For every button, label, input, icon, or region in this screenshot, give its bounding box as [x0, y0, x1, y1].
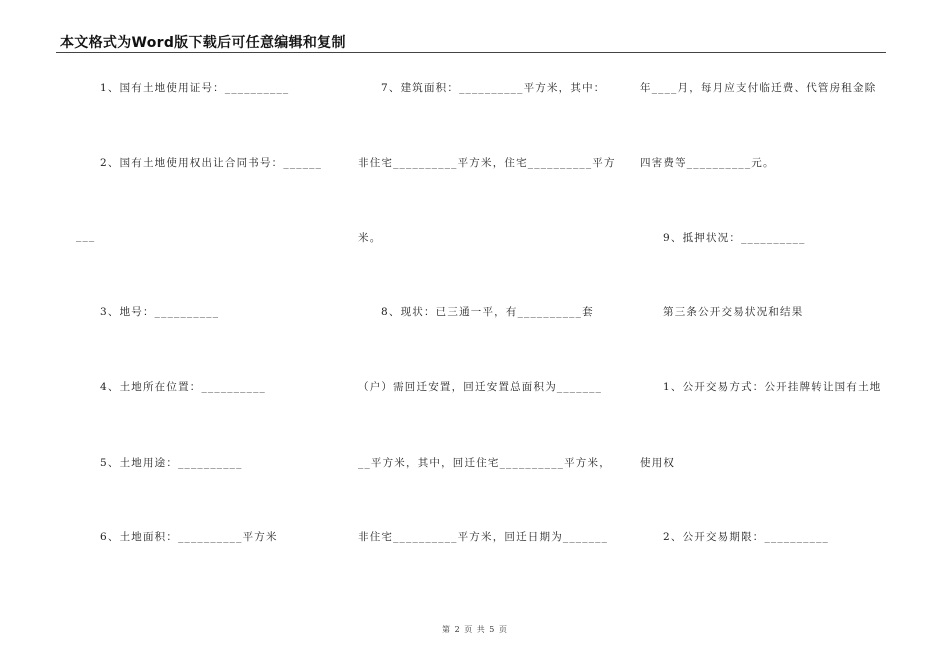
- middle-line-4: 8、现状：已三通一平，有__________套: [381, 306, 594, 318]
- header-divider: [56, 52, 886, 53]
- left-line-1: 1、国有土地使用证号：__________: [100, 82, 290, 94]
- left-line-4: 3、地号：__________: [100, 306, 220, 318]
- left-line-6: 5、土地用途：__________: [100, 457, 243, 469]
- middle-line-1: 7、建筑面积：__________平方米，其中：: [381, 82, 606, 94]
- middle-line-6: __平方米，其中，回迁住宅__________平方米，: [358, 457, 611, 469]
- middle-line-7: 非住宅__________平方米，回迁日期为_______: [358, 531, 609, 543]
- page-number-footer: 第 2 页 共 5 页: [442, 625, 508, 634]
- right-line-7: 2、公开交易期限：__________: [663, 531, 829, 543]
- left-line-3: ___: [76, 230, 96, 242]
- right-line-1: 年____月，每月应支付临迁费、代管房租金除: [640, 82, 877, 94]
- document-header-title: 本文格式为Word版下载后可任意编辑和复制: [60, 35, 346, 51]
- left-line-2: 2、国有土地使用权出让合同书号：______: [100, 157, 323, 169]
- right-line-6: 使用权: [640, 457, 676, 469]
- right-line-2: 四害费等__________元。: [640, 157, 775, 169]
- middle-line-5: （户）需回迁安置，回迁安置总面积为_______: [358, 381, 603, 393]
- middle-line-2: 非住宅__________平方米，住宅__________平方: [358, 157, 616, 169]
- right-line-3: 9、抵押状况：__________: [663, 232, 806, 244]
- left-line-7: 6、土地面积：__________平方米: [100, 531, 278, 543]
- right-line-5: 1、公开交易方式：公开挂牌转让国有土地: [663, 381, 882, 393]
- left-line-5: 4、土地所在位置：__________: [100, 381, 266, 393]
- middle-line-3: 米。: [358, 232, 382, 244]
- right-line-4: 第三条公开交易状况和结果: [663, 306, 804, 318]
